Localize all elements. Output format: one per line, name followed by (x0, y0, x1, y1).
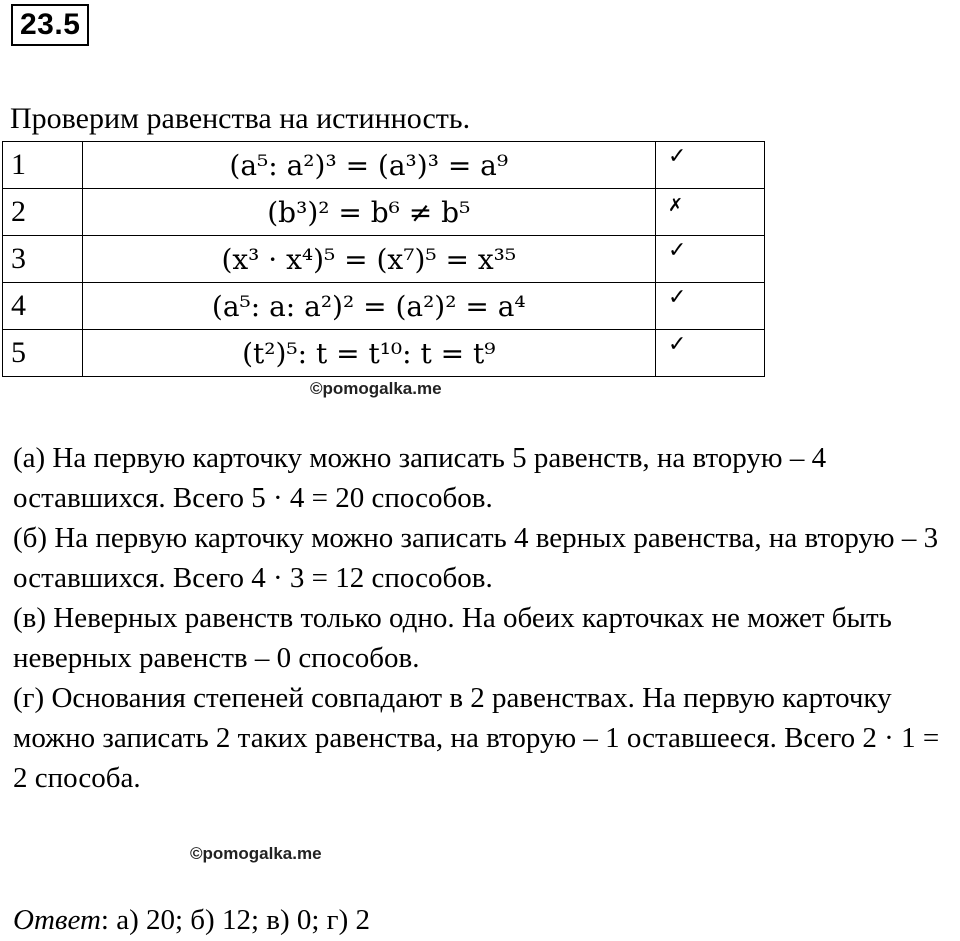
table-row (3, 330, 765, 377)
equality-expression: (x³ · x⁴)⁵ = (x⁷)⁵ = x³⁵ (82, 236, 656, 283)
check-icon: ✓ (668, 332, 687, 357)
solution-paragraph-b: (б) На первую карточку можно записать 4 верных равенства, на вторую – 3 оставшихся. Всего 4 · 3 = 12 способов. (13, 522, 939, 594)
table-row (3, 236, 765, 283)
intro-text: Проверим равенства на истинность. (10, 102, 471, 135)
row-number: 2 (3, 189, 83, 236)
solution-paragraph-g: (г) Основания степеней совпадают в 2 равенствах. На первую карточку можно записать 2 таких равенства, на вторую – 1 оставшееся. Всего 2 · 1 = 2 способа. (13, 682, 940, 794)
row-number: 3 (3, 236, 83, 283)
answer-text: : а) 20; б) 12; в) 0; г) 2 (100, 904, 370, 936)
table-row (3, 189, 765, 236)
check-icon: ✓ (668, 238, 687, 263)
check-icon: ✓ (668, 285, 687, 310)
table-row (3, 142, 765, 189)
row-number: 4 (3, 283, 83, 330)
row-number: 1 (3, 142, 83, 189)
watermark: ©pomogalka.me (310, 379, 442, 398)
equality-expression: (t²)⁵: t = t¹⁰: t = t⁹ (82, 330, 656, 377)
equality-expression: (a⁵: a²)³ = (a³)³ = a⁹ (82, 142, 656, 189)
equality-expression: (a⁵: a: a²)² = (a²)² = a⁴ (82, 283, 656, 330)
answer-label: Ответ (13, 904, 101, 936)
solution-text (13, 438, 958, 798)
equalities-table (2, 141, 765, 377)
table-row (3, 283, 765, 330)
equality-expression: (b³)² = b⁶ ≠ b⁵ (82, 189, 656, 236)
problem-number-badge: 23.5 (11, 4, 89, 46)
answer-line (13, 900, 370, 940)
row-number: 5 (3, 330, 83, 377)
solution-paragraph-a: (а) На первую карточку можно записать 5 равенств, на вторую – 4 оставшихся. Всего 5 · 4 = 20 способов. (13, 442, 827, 514)
solution-paragraph-v: (в) Неверных равенств только одно. На обеих карточках не может быть неверных равенств – 0 способов. (13, 602, 892, 674)
cross-icon: ✗ (668, 195, 684, 216)
watermark: ©pomogalka.me (190, 844, 322, 863)
check-icon: ✓ (668, 144, 687, 169)
